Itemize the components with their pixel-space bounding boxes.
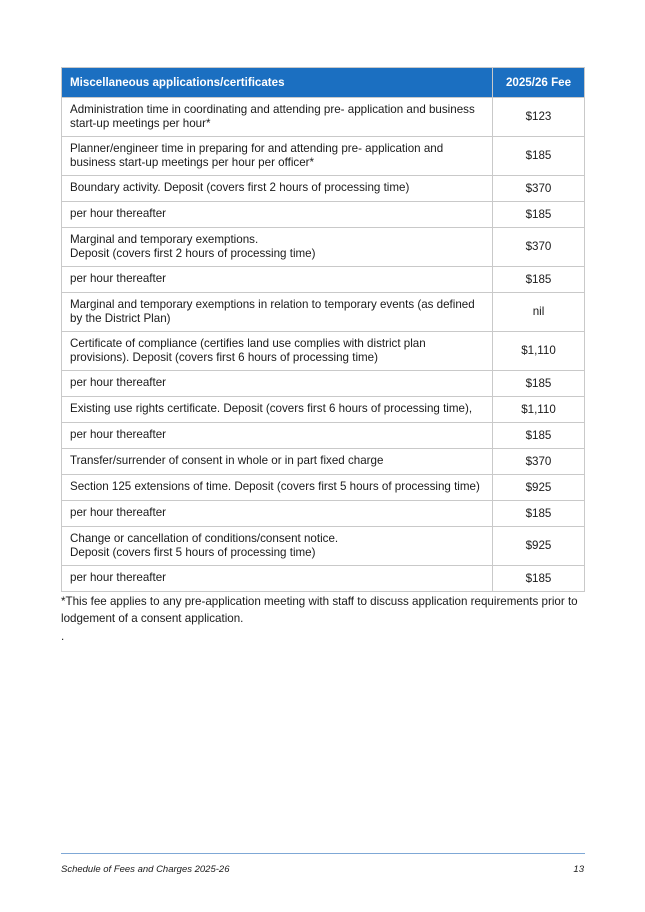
row-description: Planner/engineer time in preparing for and attending pre- application and business start-up meetings per hour per officer*	[62, 137, 493, 176]
row-fee: $185	[493, 371, 585, 397]
row-fee: $185	[493, 423, 585, 449]
row-fee: $185	[493, 202, 585, 228]
row-fee: $370	[493, 449, 585, 475]
table-row	[62, 98, 585, 137]
row-description: Existing use rights certificate. Deposit (covers first 6 hours of processing time),	[62, 397, 493, 423]
row-description: Section 125 extensions of time. Deposit (covers first 5 hours of processing time)	[62, 475, 493, 501]
row-fee: $185	[493, 267, 585, 293]
table-row	[62, 293, 585, 332]
table-row	[62, 267, 585, 293]
row-fee: $185	[493, 137, 585, 176]
table-row	[62, 371, 585, 397]
row-fee: $185	[493, 501, 585, 527]
trailing-mark: .	[61, 630, 65, 643]
row-description: Administration time in coordinating and attending pre- application and business start-up meetings per hour*	[62, 98, 493, 137]
row-fee: nil	[493, 293, 585, 332]
table-row	[62, 475, 585, 501]
footer-document-title: Schedule of Fees and Charges 2025-26	[61, 864, 230, 875]
table-row	[62, 423, 585, 449]
row-description: per hour thereafter	[62, 566, 493, 592]
table-row	[62, 202, 585, 228]
footer-page-number: 13	[573, 864, 584, 875]
row-description: Boundary activity. Deposit (covers first 2 hours of processing time)	[62, 176, 493, 202]
footnote: *This fee applies to any pre-application meeting with staff to discuss application requirements prior to lodgement of a consent application.	[61, 595, 578, 625]
row-fee: $185	[493, 566, 585, 592]
row-description: per hour thereafter	[62, 423, 493, 449]
table-row	[62, 137, 585, 176]
header-fee: 2025/26 Fee	[493, 68, 585, 98]
table-row	[62, 176, 585, 202]
table-row	[62, 332, 585, 371]
row-description: Transfer/surrender of consent in whole or in part fixed charge	[62, 449, 493, 475]
row-fee: $370	[493, 228, 585, 267]
row-description: per hour thereafter	[62, 267, 493, 293]
table-row	[62, 397, 585, 423]
row-fee: $1,110	[493, 332, 585, 371]
row-fee: $1,110	[493, 397, 585, 423]
table-row	[62, 566, 585, 592]
table-row	[62, 228, 585, 267]
footer-divider	[61, 853, 585, 854]
row-fee: $370	[493, 176, 585, 202]
fees-table	[61, 67, 585, 592]
row-description: Change or cancellation of conditions/consent notice. Deposit (covers first 5 hours of processing time)	[62, 527, 493, 566]
row-description: per hour thereafter	[62, 202, 493, 228]
row-description: per hour thereafter	[62, 371, 493, 397]
row-fee: $925	[493, 475, 585, 501]
table-row	[62, 501, 585, 527]
row-description: per hour thereafter	[62, 501, 493, 527]
row-description: Certificate of compliance (certifies land use complies with district plan provisions). Deposit (covers first 6 hours of processing time)	[62, 332, 493, 371]
row-fee: $925	[493, 527, 585, 566]
row-description: Marginal and temporary exemptions. Deposit (covers first 2 hours of processing time)	[62, 228, 493, 267]
row-fee: $123	[493, 98, 585, 137]
table-row	[62, 527, 585, 566]
header-description: Miscellaneous applications/certificates	[62, 68, 493, 98]
table-row	[62, 449, 585, 475]
table-header-row	[62, 68, 585, 98]
row-description: Marginal and temporary exemptions in relation to temporary events (as defined by the District Plan)	[62, 293, 493, 332]
